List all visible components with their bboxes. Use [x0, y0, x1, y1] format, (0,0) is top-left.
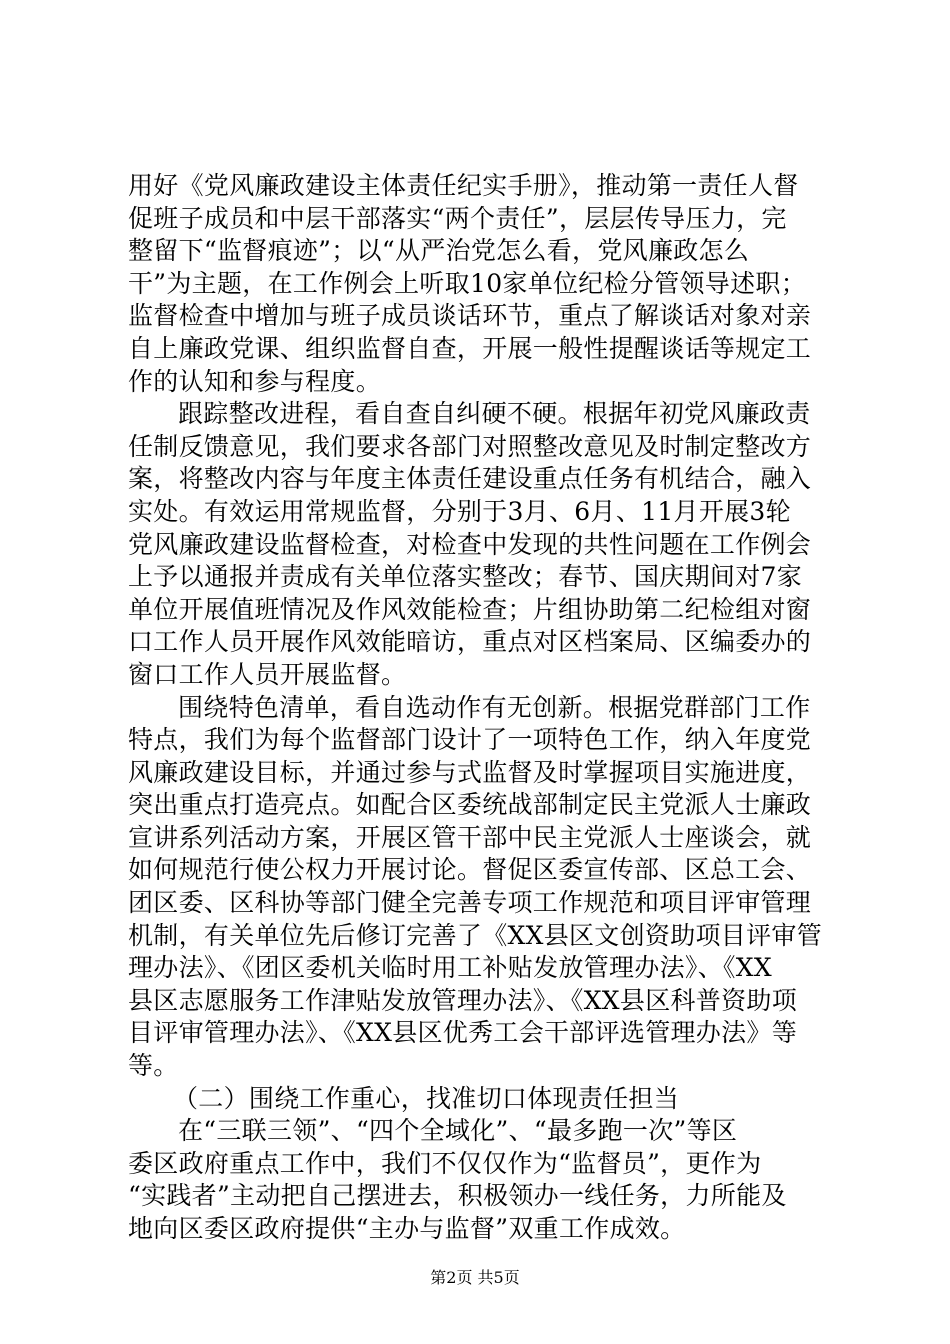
text-line: 实处。有效运用常规监督，分别于3月、6月、11月开展3轮: [128, 496, 791, 526]
text-line: 用好《党风廉政建设主体责任纪实手册》，推动第一责任人督: [128, 171, 799, 200]
document-body: [128, 170, 832, 1246]
text-line: 跟踪整改进程，看自查自纠硬不硬。根据年初党风廉政责: [178, 399, 811, 429]
text-line: 等。: [128, 1051, 179, 1081]
text-line: 促班子成员和中层干部落实“两个责任”，层层传导压力，完: [128, 203, 787, 233]
text-line: 特点，我们为每个监督部门设计了一项特色工作，纳入年度党: [128, 725, 812, 755]
text-line: 理办法》、《团区委机关临时用工补贴发放管理办法》、《XX: [128, 953, 772, 983]
text-line: 突出重点打造亮点。如配合区委统战部制定民主党派人士廉政: [128, 790, 812, 820]
text-line: 任制反馈意见，我们要求各部门对照整改意见及时制定整改方: [128, 431, 812, 461]
text-line: 自上廉政党课、组织监督自查，开展一般性提醒谈话等规定工: [128, 333, 812, 363]
text-line: 干”为主题，在工作例会上听取10家单位纪检分管领导述职；: [128, 268, 806, 298]
text-line: 如何规范行使公权力开展讨论。督促区委宣传部、区总工会、: [128, 855, 812, 885]
text-line: 风廉政建设目标，并通过参与式监督及时掌握项目实施进度，: [128, 757, 812, 787]
text-line: 作的认知和参与程度。: [128, 366, 382, 396]
text-line: 整留下“监督痕迹”；以“从严治党怎么看，党风廉政怎么: [128, 236, 750, 266]
text-line: 窗口工作人员开展监督。: [128, 659, 407, 689]
text-line: 机制，有关单位先后修订完善了《XX县区文创资助项目评审管: [128, 920, 822, 950]
text-line: 委区政府重点工作中，我们不仅仅作为“监督员”，更作为: [128, 1148, 762, 1178]
text-line: 上予以通报并责成有关单位落实整改；春节、国庆期间对7家: [128, 562, 803, 592]
text-line: 单位开展值班情况及作风效能检查；片组协助第二纪检组对窗: [128, 594, 812, 624]
page-footer: 第2页 共5页: [430, 1268, 520, 1287]
text-line: 案，将整改内容与年度主体责任建设重点任务有机结合，融入: [128, 464, 812, 494]
text-line: 在“三联三领”、“四个全域化”、“最多跑一次”等区: [178, 1116, 738, 1146]
text-line: 宣讲系列活动方案，开展区管干部中民主党派人士座谈会，就: [128, 822, 812, 852]
text-line: 围绕特色清单，看自选动作有无创新。根据党群部门工作: [178, 692, 811, 722]
text-line: 监督检查中增加与班子成员谈话环节，重点了解谈话对象对亲: [128, 301, 812, 331]
text-line: 党风廉政建设监督检查，对检查中发现的共性问题在工作例会: [128, 529, 812, 559]
text-line: “实践者”主动把自己摆进去，积极领办一线任务，力所能及: [128, 1181, 787, 1211]
text-line: （二）围绕工作重心，找准切口体现责任担当: [173, 1083, 680, 1113]
text-line: 口工作人员开展作风效能暗访，重点对区档案局、区编委办的: [128, 627, 812, 657]
text-line: 地向区委区政府提供“主办与监督”双重工作成效。: [128, 1214, 686, 1243]
text-line: 目评审管理办法》、《XX县区优秀工会干部评选管理办法》等: [128, 1018, 797, 1048]
text-line: 团区委、区科协等部门健全完善专项工作规范和项目评审管理: [128, 888, 812, 918]
text-line: 县区志愿服务工作津贴发放管理办法》、《XX县区科普资助项: [128, 985, 797, 1015]
